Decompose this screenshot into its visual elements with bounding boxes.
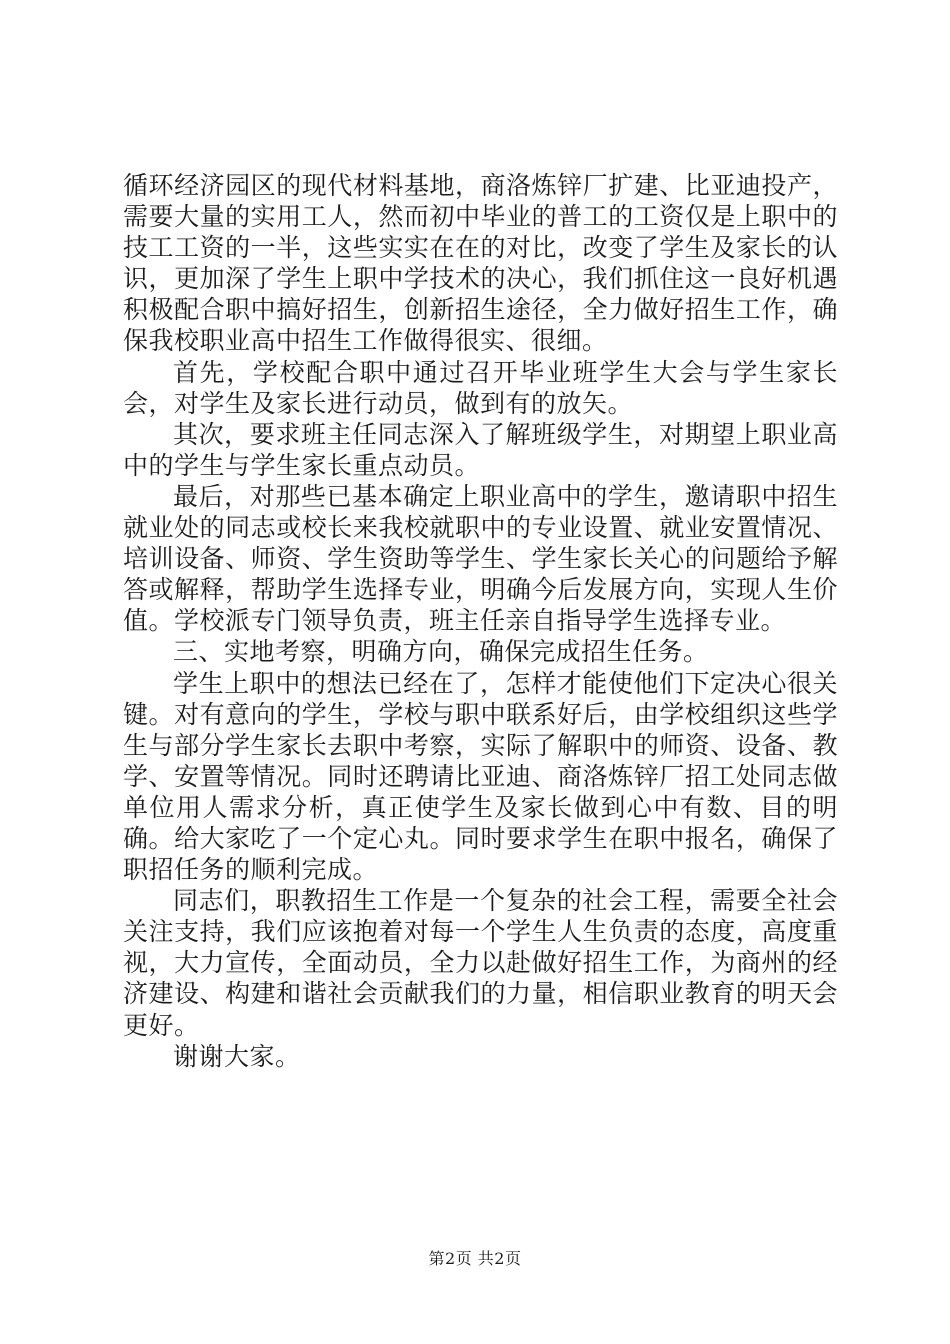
section-heading-3: 三、实地考察，明确方向，确保完成招生任务。 <box>173 637 709 667</box>
paragraph-final-step: 最后，对那些已基本确定上职业高中的学生，邀请职中招生就业处的同志或校长来我校就职中的专业设置、就业安置情况、培训设备、师资、学生资助等学生、学生家长关心的问题给予解答或解释，帮助学生选择专业，明确今后发展方向，实现人生价值。学校派专门领导负责，班主任亲自指导学生选择专业。 <box>123 481 838 636</box>
paragraph-continuation: 循环经济园区的现代材料基地，商洛炼锌厂扩建、比亚迪投产，需要大量的实用工人，然而初中毕业的普工的工资仅是上职中的技工工资的一半，这些实实在在的对比，改变了学生及家长的认识，更加深了学生上职中学技术的决心，我们抓住这一良好机遇积极配合职中搞好招生，创新招生途径，全力做好招生工作，确保我校职业高中招生工作做得很实、很细。 <box>123 171 838 356</box>
paragraph-field-visit: 学生上职中的想法已经在了，怎样才能使他们下定决心很关键。对有意向的学生，学校与职中联系好后，由学校组织这些学生与部分学生家长去职中考察，实际了解职中的师资、设备、教学、安置等情况。同时还聘请比亚迪、商洛炼锌厂招工处同志做单位用人需求分析，真正使学生及家长做到心中有数、目的明确。给大家吃了一个定心丸。同时要求学生在职中报名，确保了职招任务的顺利完成。 <box>123 668 838 885</box>
paragraph-conclusion: 同志们，职教招生工作是一个复杂的社会工程，需要全社会关注支持，我们应该抱着对每一个学生人生负责的态度，高度重视，大力宣传，全面动员，全力以赴做好招生工作，为商州的经济建设、构建和谐社会贡献我们的力量，相信职业教育的明天会更好。 <box>123 886 838 1040</box>
paragraph-second-step: 其次，要求班主任同志深入了解班级学生，对期望上职业高中的学生与学生家长重点动员。 <box>123 419 838 480</box>
page-number-footer: 第2页 共2页 <box>428 1249 522 1268</box>
document-body <box>123 170 838 1072</box>
paragraph-first-step: 首先，学校配合职中通过召开毕业班学生大会与学生家长会，对学生及家长进行动员，做到有的放矢。 <box>123 357 838 418</box>
paragraph-thanks: 谢谢大家。 <box>173 1041 301 1071</box>
